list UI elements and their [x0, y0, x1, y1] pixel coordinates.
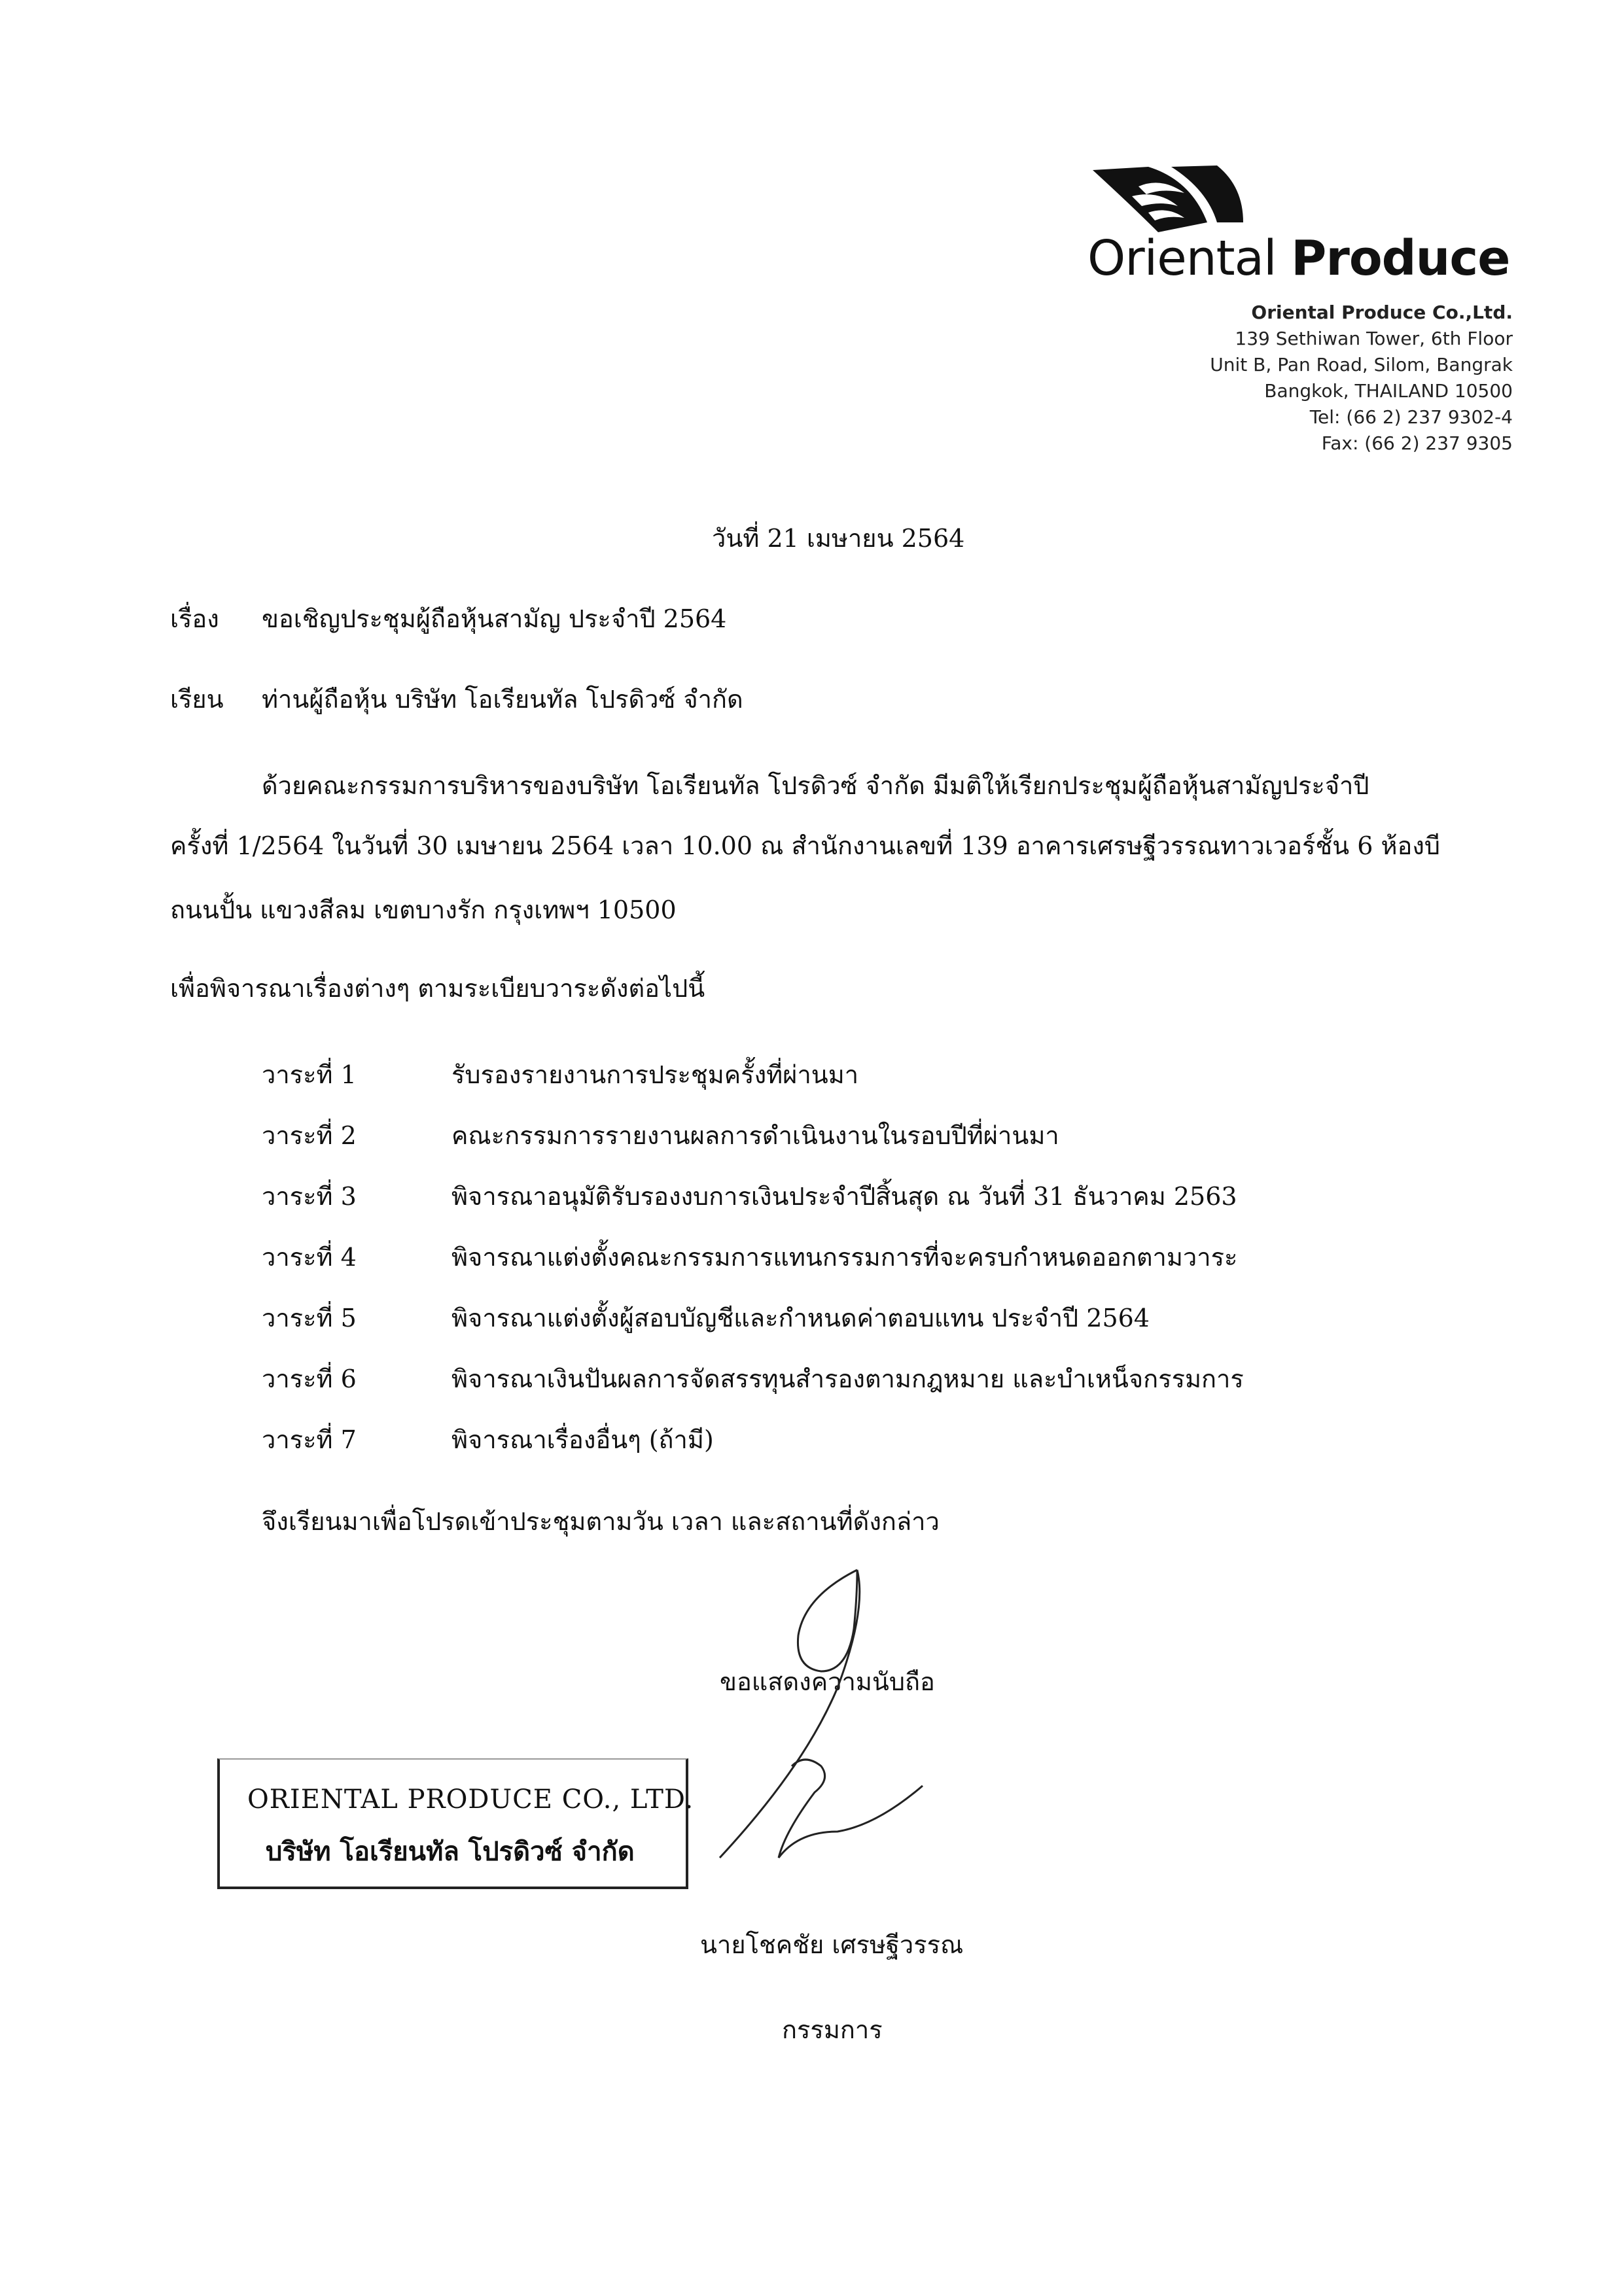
agenda-text: คณะกรรมการรายงานผลการดำเนินงานในรอบปีที่ผ่านมา — [451, 1121, 1059, 1150]
agenda-item — [262, 1419, 714, 1459]
handwritten-signature-icon — [707, 1557, 942, 1897]
brand-name-light: Oriental — [1087, 230, 1292, 287]
agenda-number: วาระที่ 1 — [262, 1060, 357, 1089]
address-line: Fax: (66 2) 237 9305 — [1321, 432, 1513, 454]
company-stamp — [217, 1758, 694, 1889]
agenda-item — [262, 1176, 1237, 1216]
agenda-text: พิจารณาเรื่องอื่นๆ (ถ้ามี) — [451, 1425, 714, 1454]
stamp-line-english: ORIENTAL PRODUCE CO., LTD. — [247, 1784, 694, 1815]
agenda-item — [262, 1359, 1244, 1399]
agenda-number: วาระที่ 7 — [262, 1425, 357, 1454]
agenda-text: รับรองรายงานการประชุมครั้งที่ผ่านมา — [451, 1060, 859, 1089]
agenda-number: วาระที่ 5 — [262, 1304, 357, 1332]
agenda-text: พิจารณาแต่งตั้งคณะกรรมการแทนกรรมการที่จะครบกำหนดออกตามวาระ — [451, 1243, 1238, 1272]
company-logo-icon — [1086, 160, 1250, 239]
agenda-number: วาระที่ 2 — [262, 1121, 357, 1150]
regards-text: ขอแสดงความนับถือ — [720, 1667, 935, 1696]
address-line: Unit B, Pan Road, Silom, Bangrak — [1210, 354, 1513, 375]
agenda-text: พิจารณาเงินปันผลการจัดสรรทุนสำรองตามกฎหมาย และบำเหน็จกรรมการ — [451, 1365, 1244, 1393]
closing-text: จึงเรียนมาเพื่อโปรดเข้าประชุมตามวัน เวลา และสถานที่ดังกล่าว — [262, 1507, 940, 1536]
subject-label: เรื่อง — [170, 604, 219, 633]
agenda-number: วาระที่ 4 — [262, 1243, 357, 1272]
body-line-3: ถนนปั้น แขวงสีลม เขตบางรัก กรุงเทพฯ 10500 — [170, 896, 677, 924]
agenda-item — [262, 1298, 1150, 1338]
company-address — [1210, 300, 1513, 457]
brand-name — [1087, 230, 1510, 287]
stamp-line-thai: บริษัท โอเรียนทัล โปรดิวซ์ จำกัด — [266, 1836, 635, 1867]
address-line: Bangkok, THAILAND 10500 — [1264, 380, 1513, 402]
subject-text: ขอเชิญประชุมผู้ถือหุ้นสามัญ ประจำปี 2564 — [262, 604, 727, 633]
brand-name-bold: Produce — [1291, 230, 1510, 287]
signatory-name: นายโชคชัย เศรษฐีวรรณ — [700, 1930, 964, 1959]
address-line: 139 Sethiwan Tower, 6th Floor — [1235, 328, 1513, 349]
letter-date: วันที่ 21 เมษายน 2564 — [712, 524, 965, 553]
agenda-item — [262, 1237, 1237, 1277]
body-line-1: ด้วยคณะกรรมการบริหารของบริษัท โอเรียนทัล โปรดิวซ์ จำกัด มีมติให้เรียกประชุมผู้ถือหุ้นสามัญประจำปี — [262, 771, 1369, 800]
recipient-text: ท่านผู้ถือหุ้น บริษัท โอเรียนทัล โปรดิวซ์ จำกัด — [262, 685, 743, 714]
agenda-item — [262, 1054, 858, 1094]
address-line: Tel: (66 2) 237 9302-4 — [1309, 406, 1513, 428]
signatory-title: กรรมการ — [782, 2015, 883, 2044]
agenda-number: วาระที่ 3 — [262, 1182, 357, 1211]
body-line-2: ครั้งที่ 1/2564 ในวันที่ 30 เมษายน 2564 เวลา 10.00 ณ สำนักงานเลขที่ 139 อาคารเศรษฐีวรรณทาวเวอร์ชั้น 6 ห้องบี — [170, 831, 1441, 860]
recipient-label: เรียน — [170, 685, 224, 714]
company-name: Oriental Produce Co.,Ltd. — [1251, 302, 1513, 323]
agenda-text: พิจารณาอนุมัติรับรองงบการเงินประจำปีสิ้นสุด ณ วันที่ 31 ธันวาคม 2563 — [451, 1182, 1237, 1211]
agenda-item — [262, 1115, 1059, 1155]
agenda-text: พิจารณาแต่งตั้งผู้สอบบัญชีและกำหนดค่าตอบแทน ประจำปี 2564 — [451, 1304, 1150, 1332]
agenda-intro: เพื่อพิจารณาเรื่องต่างๆ ตามระเบียบวาระดังต่อไปนี้ — [170, 974, 705, 1003]
agenda-number: วาระที่ 6 — [262, 1365, 357, 1393]
